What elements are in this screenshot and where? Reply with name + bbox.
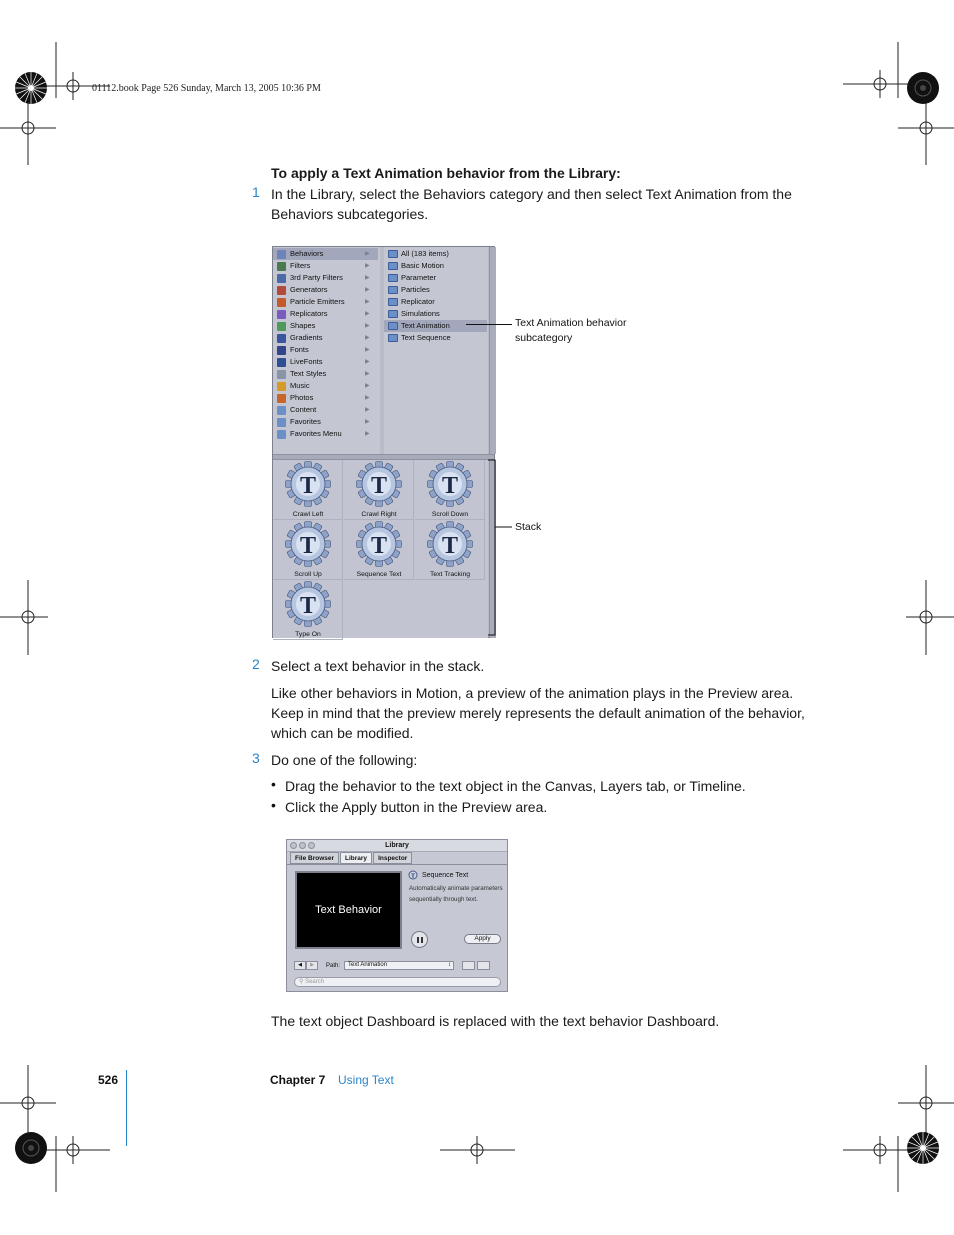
disclosure-arrow-icon: ▶ <box>365 323 370 329</box>
subcategory-label: Replicator <box>401 297 435 306</box>
svg-text:T: T <box>441 533 459 559</box>
category-label: Text Styles <box>290 369 327 378</box>
behavior-tile[interactable] <box>344 460 414 520</box>
disclosure-arrow-icon: ▶ <box>365 407 370 413</box>
category-label: Favorites <box>290 417 321 426</box>
preview-item-description: Automatically animate parameters sequentially through text. <box>409 885 503 903</box>
disclosure-arrow-icon: ▶ <box>365 371 370 377</box>
disclosure-arrow-icon: ▶ <box>365 263 370 269</box>
text-gear-icon <box>356 521 402 569</box>
category-item[interactable] <box>277 344 309 356</box>
svg-text:T: T <box>441 473 459 499</box>
disclosure-arrow-icon: ▶ <box>365 275 370 281</box>
tab-file-browser[interactable]: File Browser <box>290 852 339 864</box>
subcategory-item[interactable] <box>384 320 487 332</box>
subcategory-label: Text Animation <box>401 321 450 330</box>
folder-icon <box>388 298 398 306</box>
chapter-title: Using Text <box>338 1073 394 1087</box>
back-button[interactable]: ◀ <box>294 961 306 970</box>
category-label: Gradients <box>290 333 323 342</box>
preview-item-title <box>408 870 468 880</box>
svg-text:T: T <box>370 473 388 499</box>
category-icon <box>277 286 286 295</box>
subcategory-label: All (183 items) <box>401 249 449 258</box>
behavior-tile[interactable] <box>344 520 414 580</box>
category-icon <box>277 334 286 343</box>
category-label: Particle Emitters <box>290 297 345 306</box>
path-value: Text Animation <box>348 962 388 968</box>
folder-icon <box>388 334 398 342</box>
category-icon <box>277 262 286 271</box>
category-item[interactable] <box>277 308 328 320</box>
pause-button[interactable] <box>411 931 428 948</box>
path-popup[interactable] <box>344 961 454 970</box>
closing-text: The text object Dashboard is replaced with the text behavior Dashboard. <box>271 1013 720 1029</box>
list-view-button[interactable] <box>477 961 490 970</box>
popup-arrows-icon: ↕ <box>448 962 452 968</box>
behavior-tile[interactable] <box>415 460 485 520</box>
subcategory-item[interactable] <box>388 332 451 344</box>
behavior-label: Crawl Left <box>292 511 324 518</box>
subcategory-item[interactable] <box>388 272 436 284</box>
behavior-label: Scroll Down <box>431 511 469 518</box>
behavior-label: Sequence Text <box>356 571 402 578</box>
svg-text:T: T <box>299 593 317 619</box>
svg-text:T: T <box>299 533 317 559</box>
svg-text:T: T <box>410 873 416 880</box>
behavior-label: Text Tracking <box>429 571 471 578</box>
category-item[interactable] <box>277 416 321 428</box>
subcategory-label: Basic Motion <box>401 261 444 270</box>
category-label: Filters <box>290 261 311 270</box>
category-icon <box>277 358 286 367</box>
bullet-2-text: Click the Apply button in the Preview area. <box>285 799 548 815</box>
zoom-window-button[interactable] <box>308 842 315 849</box>
svg-text:T: T <box>299 473 317 499</box>
subcategory-label: Simulations <box>401 309 440 318</box>
behavior-tile[interactable] <box>273 580 343 640</box>
category-icon <box>277 370 286 379</box>
category-label: Photos <box>290 393 314 402</box>
disclosure-arrow-icon: ▶ <box>365 359 370 365</box>
category-icon <box>277 274 286 283</box>
subcategory-callout-line <box>466 324 512 325</box>
folder-icon <box>388 274 398 282</box>
folder-icon <box>388 310 398 318</box>
subcategory-column <box>384 247 488 454</box>
minimize-window-button[interactable] <box>299 842 306 849</box>
subcategory-label: Text Sequence <box>401 333 451 342</box>
bullet-dot-1: • <box>271 776 276 792</box>
item-title-text: Sequence Text <box>422 871 469 879</box>
subcategory-label: Parameter <box>401 273 437 282</box>
step-3-text: Do one of the following: <box>271 752 418 768</box>
disclosure-arrow-icon: ▶ <box>365 347 370 353</box>
text-gear-icon <box>285 581 331 629</box>
text-gear-icon <box>427 521 473 569</box>
stack-callout: Stack <box>515 521 542 533</box>
text-gear-icon <box>285 521 331 569</box>
subcategory-item[interactable] <box>388 296 435 308</box>
tab-library[interactable]: Library <box>340 852 372 864</box>
step-1-text: In the Library, select the Behaviors category and then select Text Animation from the <box>271 186 792 202</box>
category-label: Shapes <box>290 321 316 330</box>
preview-area: Text Behavior <box>295 871 402 949</box>
subcategory-item[interactable] <box>388 308 440 320</box>
para-line-3: which can be modified. <box>271 725 414 741</box>
search-icon: ⚲ <box>299 979 304 985</box>
category-item[interactable] <box>273 248 378 260</box>
apply-button[interactable]: Apply <box>464 934 501 944</box>
svg-text:T: T <box>370 533 388 559</box>
folder-icon <box>388 322 398 330</box>
behavior-label: Scroll Up <box>294 571 322 578</box>
category-label: Replicators <box>290 309 328 318</box>
tab-inspector[interactable]: Inspector <box>373 852 412 864</box>
category-item[interactable] <box>277 272 343 284</box>
category-column <box>273 247 380 454</box>
chapter-label: Chapter 7 <box>270 1073 326 1087</box>
behavior-tile[interactable] <box>415 520 485 580</box>
search-field[interactable] <box>294 977 501 987</box>
step-2-text: Select a text behavior in the stack. <box>271 658 485 674</box>
folder-icon <box>388 286 398 294</box>
step-2-number: 2 <box>252 656 260 672</box>
icon-view-button[interactable] <box>462 961 475 970</box>
subcategory-label: Particles <box>401 285 430 294</box>
library-preview-window <box>286 839 508 992</box>
folder-icon <box>388 262 398 270</box>
category-item[interactable] <box>277 332 323 344</box>
behavior-label: Type On <box>295 631 321 638</box>
category-item[interactable] <box>277 284 328 296</box>
subcategory-item[interactable] <box>388 284 430 296</box>
category-icon <box>277 394 286 403</box>
path-label: Path: <box>326 962 341 969</box>
category-item[interactable] <box>277 392 313 404</box>
category-item[interactable] <box>277 296 345 308</box>
category-icon <box>277 382 286 391</box>
category-label: Fonts <box>290 345 309 354</box>
subcategory-item[interactable] <box>388 260 444 272</box>
category-icon <box>277 298 286 307</box>
category-item[interactable] <box>277 320 315 332</box>
step-1-text-cont: Behaviors subcategories. <box>271 206 429 222</box>
forward-button[interactable]: ▶ <box>306 961 318 970</box>
category-icon <box>277 430 286 439</box>
category-label: Music <box>290 381 310 390</box>
category-item[interactable] <box>277 428 342 440</box>
category-label: Behaviors <box>290 249 324 258</box>
category-label: LiveFonts <box>290 357 323 366</box>
category-icon <box>277 322 286 331</box>
category-item[interactable] <box>277 260 310 272</box>
disclosure-arrow-icon: ▶ <box>365 311 370 317</box>
behavior-tile[interactable] <box>273 520 343 580</box>
category-item[interactable] <box>277 356 323 368</box>
behavior-tile[interactable] <box>273 460 343 520</box>
gear-icon <box>408 870 418 880</box>
category-label: Generators <box>290 285 328 294</box>
path-bar <box>294 960 490 971</box>
category-item[interactable] <box>277 404 316 416</box>
disclosure-arrow-icon: ▶ <box>365 299 370 305</box>
category-icon <box>277 346 286 355</box>
disclosure-arrow-icon: ▶ <box>365 383 370 389</box>
step-3-number: 3 <box>252 750 260 766</box>
para-line-2: Keep in mind that the preview merely represents the default animation of the behavior, <box>271 705 805 721</box>
disclosure-arrow-icon: ▶ <box>365 431 370 437</box>
behavior-label: Crawl Right <box>361 511 397 518</box>
text-gear-icon <box>356 461 402 509</box>
category-icon <box>277 406 286 415</box>
subcategory-callout-line1: Text Animation behavior <box>515 317 627 329</box>
disclosure-arrow-icon: ▶ <box>365 395 370 401</box>
page-number: 526 <box>98 1073 119 1087</box>
category-label: 3rd Party Filters <box>290 273 343 282</box>
footer-rule <box>126 1070 127 1146</box>
category-label: Favorites Menu <box>290 429 342 438</box>
subcategory-item[interactable] <box>388 248 449 260</box>
behavior-stack <box>273 460 488 638</box>
search-placeholder: Search <box>305 979 325 985</box>
window-title: Library <box>287 840 507 852</box>
disclosure-arrow-icon: ▶ <box>365 335 370 341</box>
close-window-button[interactable] <box>290 842 297 849</box>
category-item[interactable] <box>277 368 326 380</box>
library-screenshot <box>272 246 495 638</box>
tabs-divider <box>287 864 507 865</box>
disclosure-arrow-icon: ▶ <box>365 287 370 293</box>
disclosure-arrow-icon: ▶ <box>365 419 370 425</box>
para-line-1: Like other behaviors in Motion, a preview of the animation plays in the Preview area. <box>271 685 794 701</box>
column-scrollbar[interactable] <box>489 247 496 454</box>
disclosure-arrow-icon: ▶ <box>365 251 370 257</box>
print-header: 01112.book Page 526 Sunday, March 13, 2005 10:36 PM <box>92 83 321 94</box>
procedure-heading: To apply a Text Animation behavior from the Library: <box>271 165 621 181</box>
category-icon <box>277 418 286 427</box>
category-icon <box>277 250 286 259</box>
bullet-1-text: Drag the behavior to the text object in the Canvas, Layers tab, or Timeline. <box>285 778 746 794</box>
text-gear-icon <box>427 461 473 509</box>
category-label: Content <box>290 405 317 414</box>
category-item[interactable] <box>277 380 310 392</box>
subcategory-callout-line2: subcategory <box>515 332 573 344</box>
bullet-dot-2: • <box>271 797 276 813</box>
step-1-number: 1 <box>252 184 260 200</box>
text-gear-icon <box>285 461 331 509</box>
folder-icon <box>388 250 398 258</box>
category-icon <box>277 310 286 319</box>
stack-bracket <box>488 459 514 639</box>
